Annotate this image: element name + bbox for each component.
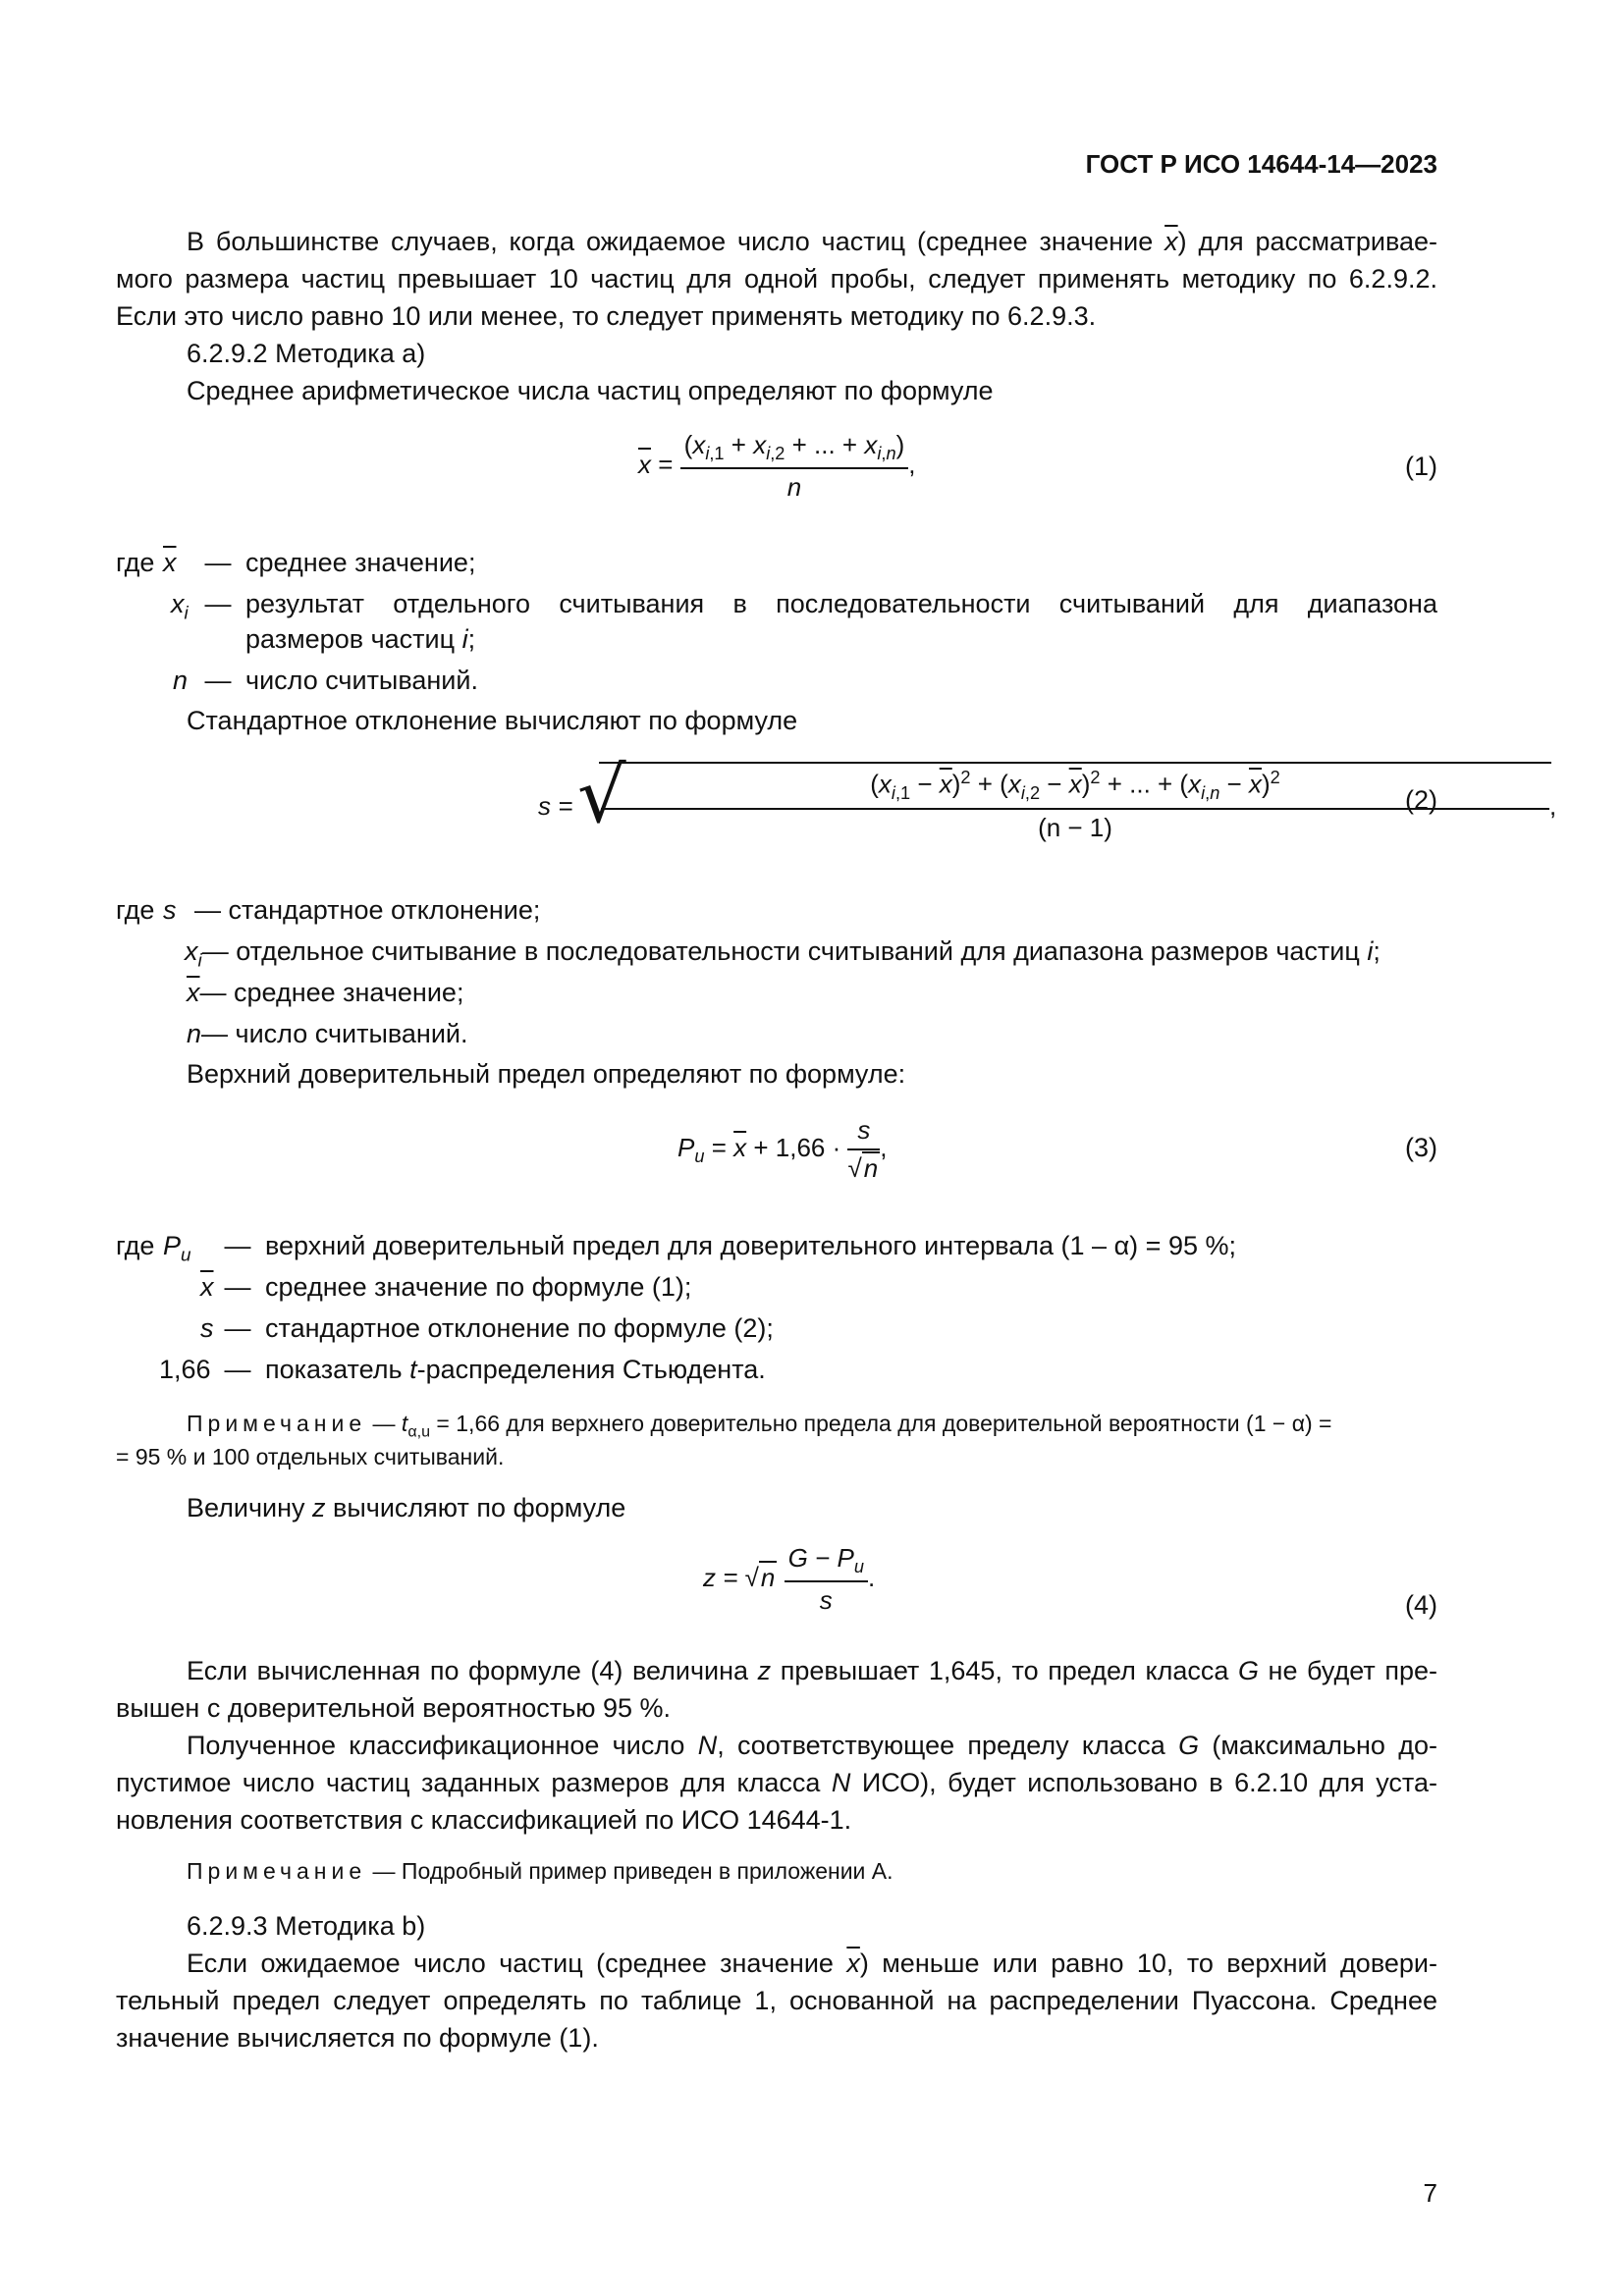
eq1-lhs: $\overline{x}$ <box>638 449 651 479</box>
where1-dash-2: — <box>204 589 232 618</box>
sqrt-symbol: √ <box>577 752 626 840</box>
section-6292-text: Среднее арифметическое числа частиц определяют по формуле <box>187 376 994 405</box>
equation-3-number: (3) <box>1405 1133 1437 1162</box>
where3-term-166: 1,66 <box>159 1355 211 1384</box>
where2-row-1: $x_i—$ отдельное считывание в последовательности считываний для диапазона размеров частиц i; <box>185 936 1380 972</box>
intro-line-1: В большинстве случаев, когда ожидаемое число частиц (среднее значение $\overline{x}$) для рассматривае- <box>187 227 1438 256</box>
where2-term-s: s <box>163 895 177 925</box>
where3-dash-0: — <box>224 1231 251 1260</box>
where3-desc-3: показатель t-распределения Стьюдента. <box>265 1355 766 1384</box>
para-class-line-2: пустимое число частиц заданных размеров для класса N ИСО), будет использовано в 6.2.10 для уста- <box>116 1768 1437 1797</box>
eq2-numerator: $(x_{i,1} - \overline{x})^2 + (x_{i,2} - \overline{x})^2$ + ... + $(x_{i,n} - \overline{x})^2$ <box>601 768 1549 810</box>
where1-dash: — <box>204 548 232 577</box>
intro-line-3: Если это число равно 10 или менее, то следует применять методику по 6.2.9.3. <box>116 301 1097 331</box>
where1-desc-1-cont: размеров частиц i; <box>245 624 476 654</box>
document-page: ГОСТ Р ИСО 14644-14—2023 В большинстве случаев, когда ожидаемое число частиц (среднее значение $\overline{x}$) для рассматривае- мого размера частиц превышает 10 частиц для одной пробы, следует применять методику по 6.2.9.2. Если это число равно 10 или менее, то следует применять методику по 6.2.9.3. 6.2.9.2 Методика a) Среднее арифметическое числа частиц определяют по формуле $\overline{x}$ = $\frac{(x_{i,1} + x_{i,2} + ... + x_{i,n})}{n}$ , (1) где $\overline{x}$ — среднее значение; $x_i$ — результат отдельного считывания в последовательности считываний для диапазона размеров частиц i; n — число считываний. Стандартное отклонение вычисляют по формуле s = √ $(x_{i,1} - \overline{x})^2 + (x_{i,2} - \overline{x})^2$ + ... + $(x_{i,n} - \overline{x})^2$ (n − 1) , (2) где s — стандартное отклонение; $x_i—$ отдельное считывание в последовательности считываний для диапазона размеров частиц i; $\overline{x}—$ среднее значение; n— число считываний. Верхний доверительный предел определяют по формуле: $P_u = \overline{x} + 1,66$ · $\frac{s}{√n}$ , (3) где $P_u$ — верхний доверительный предел для доверительного интервала (1 – α) = 95 %; $\overline{x}$ — среднее значение по формуле (1); s — стандартное отклонение по формуле (2); 1,66 — показатель t-распределения Стьюдента. Примечание — $t_{\alpha,u} = 1,66$ для верхнего доверительно предела для доверительной вероятности (1 − α) = = 95 % и 100 отдельных считываний. Величину z вычисляют по формуле z = √n $\frac{G - P_u}{s}$ . (4) Если вычисленная по формуле (4) величина z превышает 1,645, то предел класса G не будет пре- вышен с доверительной вероятностью 95 %. Полученное классификационное число N, соответствующее пределу класса G (максимально до- пустимое число частиц заданных размеров для класса N ИСО), будет использовано в 6.2.10 для уста- новления соответствия с классификацией по ИСО 14644-1. Примечание — Подробный пример приведен в приложении А. 6.2.9.3 Методика b) Если ожидаемое число частиц (среднее значение $\overline{x}$) меньше или равно 10, то верхний довери- тельный предел следует определять по таблице 1, основанной на распределении Пуассона. Среднее значение вычисляется по формуле (1). 7 <box>116 149 1557 2208</box>
equation-4-number: (4) <box>1405 1590 1437 1620</box>
where1-dash-3: — <box>204 666 232 695</box>
eq2-lhs: s = <box>538 791 573 821</box>
para-z-line-1: Если вычисленная по формуле (4) величина z превышает 1,645, то предел класса G не будет пре- <box>187 1656 1437 1685</box>
where3-prefix: где <box>116 1231 155 1260</box>
eq1-fraction <box>680 430 909 503</box>
std-text: Стандартное отклонение вычисляют по формуле <box>187 706 798 735</box>
section-6293-line-3: значение вычисляется по формуле (1). <box>116 2023 599 2053</box>
where3-desc-1: среднее значение по формуле (1); <box>265 1272 692 1302</box>
where2-row-2: $\overline{x}—$ среднее значение; <box>187 978 464 1007</box>
where3-desc-0: верхний доверительный предел для доверительного интервала (1 – α) = 95 %; <box>265 1231 1236 1260</box>
where3-dash-1: — <box>224 1272 251 1302</box>
eq1-denominator: n <box>786 472 802 503</box>
where3-desc-2: стандартное отклонение по формуле (2); <box>265 1313 774 1343</box>
where1-term-xi: $x_i$ <box>171 589 189 624</box>
eq4-fraction: $\frac{G - P_u}{s}$ <box>785 1543 868 1616</box>
section-6293-line-1: Если ожидаемое число частиц (среднее значение $\overline{x}$) меньше или равно 10, то верхний довери- <box>187 1949 1437 1978</box>
eq1-numerator: ($x_{i,1} + x_{i,2}$ + ... + $x_{i,n}$) <box>680 430 909 469</box>
para-class-line-1: Полученное классификационное число N, соответствующее пределу класса G (максимально до- <box>187 1731 1437 1760</box>
where3-term-pu: $P_u$ <box>163 1231 191 1266</box>
xbar-symbol: $\overline{x}$ <box>1164 227 1178 256</box>
equation-1: $\overline{x}$ = $\frac{(x_{i,1} + x_{i,2} + ... + x_{i,n})}{n}$ , <box>638 430 916 503</box>
z-text: Величину z вычисляют по формуле <box>187 1493 626 1522</box>
where1-term-xbar: $\overline{x}$ <box>163 548 177 577</box>
equation-4: z = √n $\frac{G - P_u}{s}$ . <box>703 1543 876 1616</box>
page-number: 7 <box>1423 2178 1437 2208</box>
where1-term-n: n <box>173 666 189 695</box>
equation-1-number: (1) <box>1405 452 1437 481</box>
equation-2-number: (2) <box>1405 785 1437 815</box>
where1-desc-1: результат отдельного считывания в последовательности считываний для диапазона <box>245 589 1437 618</box>
upper-text: Верхний доверительный предел определяют по формуле: <box>187 1059 906 1089</box>
where2-prefix: где <box>116 895 155 925</box>
where3-term-xbar: $\overline{x}$ <box>200 1272 214 1302</box>
section-6293-line-2: тельный предел следует определять по таблице 1, основанной на распределении Пуассона. Среднее <box>116 1986 1437 2015</box>
eq3-fraction: $\frac{s}{√n}$ <box>847 1115 879 1183</box>
where1-desc-2: число считываний. <box>245 666 478 695</box>
where1-prefix: где <box>116 548 155 577</box>
section-6292-heading: 6.2.9.2 Методика a) <box>187 339 426 368</box>
where3-term-s: s <box>200 1313 214 1343</box>
section-6293-heading: 6.2.9.3 Методика b) <box>187 1911 426 1941</box>
equation-3: $P_u = \overline{x} + 1,66$ · $\frac{s}{√n}$ , <box>677 1115 888 1183</box>
where3-dash-3: — <box>224 1355 251 1384</box>
note-2: Примечание — Подробный пример приведен в приложении А. <box>187 1858 893 1884</box>
note-1: Примечание — $t_{\alpha,u} = 1,66$ для верхнего доверительно предела для доверительной вероятности (1 − α) = <box>187 1411 1332 1441</box>
para-z-line-2: вышен с доверительной вероятностью 95 %. <box>116 1693 672 1723</box>
note-1-cont: = 95 % и 100 отдельных считываний. <box>116 1444 505 1469</box>
intro-line-2: мого размера частиц превышает 10 частиц для одной пробы, следует применять методику по 6.2.9.2. <box>116 264 1437 294</box>
sqrt-bar <box>599 762 1551 764</box>
where2-desc-0: — стандартное отклонение; <box>194 895 541 925</box>
where1-desc-0: среднее значение; <box>245 548 476 577</box>
eq2-denominator: (n − 1) <box>1038 813 1112 842</box>
document-header: ГОСТ Р ИСО 14644-14—2023 <box>1085 149 1437 179</box>
where2-row-3: n— число считываний. <box>187 1019 468 1048</box>
para-class-line-3: новления соответствия с классификацией по ИСО 14644-1. <box>116 1805 852 1835</box>
where3-dash-2: — <box>224 1313 251 1343</box>
